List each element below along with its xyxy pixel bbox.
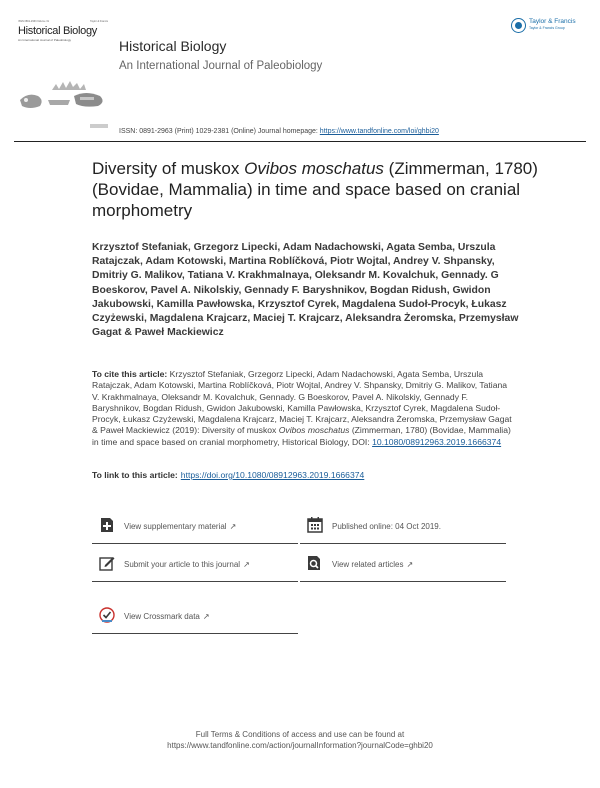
citation-text-part1: Krzysztof Stefaniak, Grzegorz Lipecki, Adam Nadachowski, Agata Semba, Urszula Ratajczak, Adam Kotowski, Martina Roblíčková, Piotr Wojtal, Andrey V. Shpansky, Dmitriy G. Malikov, Tatiana V. Krakhmalnaya, Oleksandr M. Kovalchuk, Gennady. G Boeskorov, Pavel A. Nikolskiy, Gennady F. Baryshnikov, Bogdan Ridush, Gwidon Jakubowski, Kamilla Pawłowska, Krzysztof Cyrek, Magdalena Sudoł-Procyk, Łukasz Czyżewski, Magdalena Krajcarz, Maciej T. Krajcarz, Aleksandra Żeromska, Przemysław Gagat & Paweł Mackiewicz (2019): Diversity of muskox xyxy=(92,369,512,436)
cover-journal-sub: An International Journal of Paleobiology xyxy=(18,38,72,42)
external-link-icon: ↗ xyxy=(202,612,210,621)
journal-homepage-link[interactable]: https://www.tandfonline.com/loi/ghbi20 xyxy=(319,128,439,135)
citation-block xyxy=(92,369,512,448)
related-articles-button[interactable] xyxy=(300,543,506,582)
crossmark-button[interactable] xyxy=(92,595,298,634)
article-link-line xyxy=(92,470,364,480)
crossmark-icon xyxy=(99,607,115,623)
footer-terms-link[interactable]: https://www.tandfonline.com/action/journalInformation?journalCode=ghbi20 xyxy=(167,740,433,750)
publisher-logo-icon xyxy=(511,18,526,33)
search-document-icon xyxy=(307,555,323,571)
related-label: View related articles xyxy=(332,560,404,569)
article-doi-link[interactable]: https://doi.org/10.1080/08912963.2019.1666374 xyxy=(180,470,365,480)
footer-line1: Full Terms & Conditions of access and use can be found at xyxy=(195,730,405,739)
cover-journal-name: Historical Biology xyxy=(18,25,97,37)
header-divider xyxy=(14,141,586,142)
issn-text: ISSN: 0891-2963 (Print) 1029-2381 (Online) Journal homepage: xyxy=(119,128,320,135)
crossmark-label: View Crossmark data xyxy=(124,612,200,621)
citation-doi-link[interactable]: 10.1080/08912963.2019.1666374 xyxy=(372,436,502,447)
journal-cover-thumbnail xyxy=(14,18,112,138)
calendar-icon xyxy=(307,517,323,533)
external-link-icon: ↗ xyxy=(229,522,237,531)
supplementary-material-button[interactable] xyxy=(92,505,298,544)
journal-subtitle: An International Journal of Paleobiology xyxy=(119,60,323,72)
published-online-info xyxy=(300,505,506,544)
cover-tiny-right: Taylor & Francis xyxy=(90,20,108,23)
issn-line xyxy=(119,128,439,135)
fossil-illustration xyxy=(14,76,112,134)
journal-title: Historical Biology xyxy=(119,38,227,54)
citation-label: To cite this article: xyxy=(92,369,168,379)
submit-label: Submit your article to this journal xyxy=(124,560,241,569)
edit-document-icon xyxy=(99,555,115,571)
author-list: Krzysztof Stefaniak, Grzegorz Lipecki, Adam Nadachowski, Agata Semba, Urszula Ratajczak, Adam Kotowski, Martina Roblíčková, Piotr Wojtal, Andrey V. Shpansky, Dmitriy G. Malikov, Tatiana V. Krakhmalnaya, Oleksandr M. Kovalchuk, Gennady. G Boeskorov, Pavel A. Nikolskiy, Gennady F. Baryshnikov, Bogdan Ridush, Gwidon Jakubowski, Kamilla Pawłowska, Krzysztof Cyrek, Magdalena Sudoł-Procyk, Łukasz Czyżewski, Magdalena Krajcarz, Maciej T. Krajcarz, Aleksandra Żeromska, Przemysław Gagat & Paweł Mackiewicz xyxy=(92,242,519,339)
link-label: To link to this article: xyxy=(92,470,178,480)
supplementary-label: View supplementary material xyxy=(124,522,227,531)
title-part2: (Zimmerman, 1780) (Bovidae, Mammalia) in time and space based on cranial morphometry xyxy=(92,159,538,220)
external-link-icon: ↗ xyxy=(406,560,414,569)
publisher-sub: Taylor & Francis Group xyxy=(529,26,565,30)
add-document-icon xyxy=(99,517,115,533)
citation-text-part2: (Zimmerman, 1780) (Bovidae, Mammalia) in time and space based on cranial morphometry, Historical Biology, DOI: xyxy=(92,425,511,447)
publisher-name: Taylor & Francis xyxy=(529,18,576,25)
footer-terms xyxy=(0,730,600,751)
published-date-label: Published online: 04 Oct 2019. xyxy=(332,522,441,531)
cover-tiny-left: ISSN 0891-2963 Volume 31 xyxy=(18,20,49,23)
publisher-logo[interactable] xyxy=(511,16,586,36)
article-title xyxy=(92,158,552,221)
title-species: Ovibos moschatus xyxy=(244,159,384,178)
external-link-icon: ↗ xyxy=(243,560,250,569)
submit-article-button[interactable] xyxy=(92,543,298,582)
title-part1: Diversity of muskox xyxy=(92,159,245,178)
citation-species: Ovibos moschatus xyxy=(278,425,350,436)
